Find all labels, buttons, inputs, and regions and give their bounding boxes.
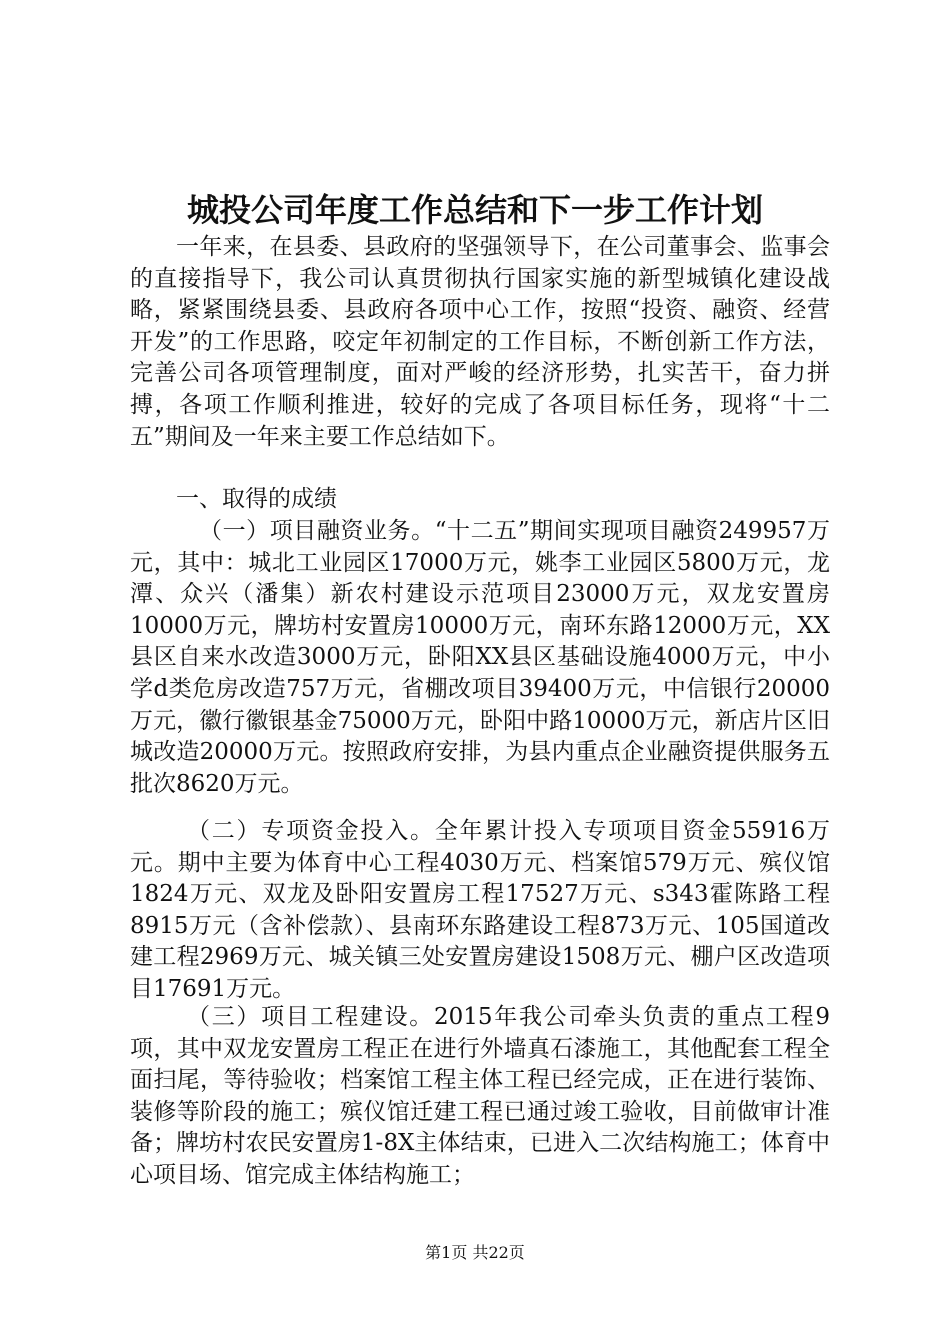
- document-title: 城投公司年度工作总结和下一步工作计划: [186, 191, 763, 229]
- paragraph-project-construction: （三）项目工程建设。2015年我公司牵头负责的重点工程9项，其中双龙安置房工程正在进行外墙真石漆施工，其他配套工程全面扫尾，等待验收；档案馆工程主体工程已经完成，正在进行装饰、装修等阶段的施工；殡仪馆迁建工程已通过竣工验收，目前做审计准备；牌坊村农民安置房1-8X主体结束，已进入二次结构施工；体育中心项目场、馆完成主体结构施工；: [130, 1004, 830, 1188]
- page-number-footer: 第1页 共22页: [425, 1243, 525, 1262]
- section-heading-achievements: 一、取得的成绩: [176, 486, 337, 512]
- paragraph-project-financing: （一）项目融资业务。“十二五”期间实现项目融资249957万元，其中：城北工业园区17000万元，姚李工业园区5800万元，龙潭、众兴（潘集）新农村建设示范项目23000万元，双龙安置房10000万元，牌坊村安置房10000万元，南环东路12000万元，XX县区自来水改造3000万元，卧阳XX县区基础设施4000万元，中小学d类危房改造757万元，省棚改项目39400万元，中信银行20000万元，徽行徽银基金75000万元，卧阳中路10000万元，新店片区旧城改造20000万元。按照政府安排，为县内重点企业融资提供服务五批次8620万元。: [130, 518, 830, 797]
- paragraph-intro: 一年来，在县委、县政府的坚强领导下，在公司董事会、监事会的直接指导下，我公司认真贯彻执行国家实施的新型城镇化建设战略，紧紧围绕县委、县政府各项中心工作，按照“投资、融资、经营开发”的工作思路，咬定年初制定的工作目标，不断创新工作方法，完善公司各项管理制度，面对严峻的经济形势，扎实苦干，奋力拼搏，各项工作顺利推进，较好的完成了各项目标任务，现将“十二五”期间及一年来主要工作总结如下。: [130, 234, 830, 450]
- paragraph-special-funds: （二）专项资金投入。全年累计投入专项项目资金55916万元。期中主要为体育中心工程4030万元、档案馆579万元、殡仪馆1824万元、双龙及卧阳安置房工程17527万元、s343霍陈路工程8915万元（含补偿款）、县南环东路建设工程873万元、105国道改建工程2969万元、城关镇三处安置房建设1508万元、棚户区改造项目17691万元。: [130, 818, 830, 1002]
